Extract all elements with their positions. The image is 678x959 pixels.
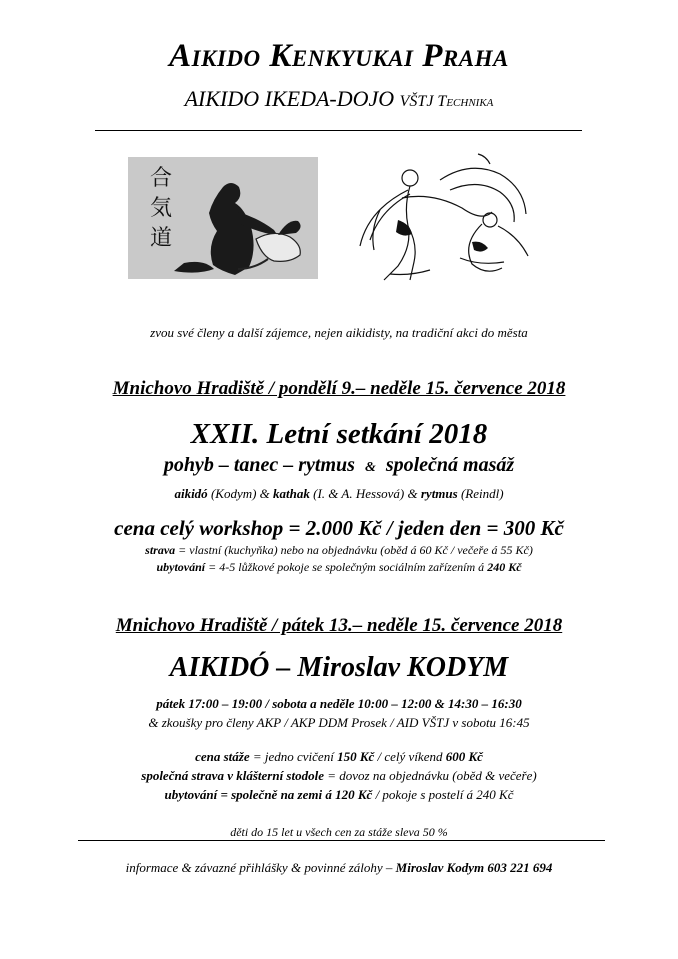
event2-exams: & zkoušky pro členy AKP / AKP DDM Prosek / AID VŠTJ v sobotu 16:45	[148, 715, 530, 730]
event2-price	[0, 749, 678, 765]
event1-meals	[0, 543, 678, 558]
teacher-aikido-name: (Kodym) &	[207, 486, 274, 501]
event1-meals-text: = vlastní (kuchyňka) nebo na objednávku (oběd á 60 Kč / večeře á 55 Kč)	[175, 543, 533, 557]
discount-note: děti do 15 let u všech cen za stáže sleva 50 %	[230, 825, 448, 839]
dojo-name: AIKIDO IKEDA-DOJO	[184, 86, 395, 111]
event2-price-text1: = jedno cvičení	[249, 749, 338, 764]
event1-accommodation-label: ubytování	[156, 560, 206, 574]
event2-meals-label: společná strava v klášterní stodole	[141, 768, 324, 783]
event1-sub-part2: společná masáž	[385, 454, 515, 476]
footer-divider	[78, 840, 605, 841]
event2-title: AIKIDÓ – Miroslav KODYM	[169, 652, 509, 683]
header-divider	[95, 130, 582, 131]
event2-price-text2: / celý víkend	[374, 749, 446, 764]
aikido-sketch-illustration	[340, 150, 540, 288]
event1-sub-amp: &	[364, 460, 376, 475]
page-subtitle	[0, 86, 678, 112]
event2-venue-date: Mnichovo Hradiště / pátek 13.– neděle 15. července 2018	[115, 615, 563, 636]
event1-sub-part1: pohyb – tanec – rytmus	[163, 454, 355, 476]
teacher-discipline-aikido: aikidó	[174, 486, 208, 501]
event2-accommodation	[0, 787, 678, 803]
contact-text: informace & závazné přihlášky & povinné zálohy –	[125, 860, 396, 875]
event2-meals-text: = dovoz na objednávku (oběd & večeře)	[323, 768, 537, 783]
event2-price-label: cena stáže	[195, 749, 250, 764]
event1-accommodation	[0, 560, 678, 575]
event2-meals	[0, 768, 678, 784]
event2-schedule: pátek 17:00 – 19:00 / sobota a neděle 10:00 – 12:00 & 14:30 – 16:30	[156, 696, 522, 711]
teacher-discipline-kathak: kathak	[273, 486, 310, 501]
event1-teachers	[0, 486, 678, 502]
event1-price: cena celý workshop = 2.000 Kč / jeden den = 300 Kč	[114, 516, 564, 540]
event1-venue-date: Mnichovo Hradiště / pondělí 9.– neděle 15. července 2018	[112, 378, 566, 399]
contact-name-phone: Miroslav Kodym 603 221 694	[395, 860, 553, 875]
event2-price-single: 150 Kč	[337, 749, 375, 764]
teacher-discipline-rytmus: rytmus	[420, 486, 458, 501]
event1-accommodation-price: 240 Kč	[487, 560, 522, 574]
page-title: Aikido Kenkyukai Praha	[169, 38, 509, 74]
svg-text:気: 気	[150, 196, 173, 221]
teacher-kathak-name: (I. & A. Hessová) &	[309, 486, 421, 501]
event1-subtitle	[0, 454, 678, 477]
event1-title: XXII. Letní setkání 2018	[190, 418, 488, 450]
event1-accommodation-text: = 4-5 lůžkové pokoje se společným sociálním zařízením á	[205, 560, 488, 574]
intro-text: zvou své členy a další zájemce, nejen aikidisty, na tradiční akci do města	[150, 325, 528, 340]
event2-accommodation-text: / pokoje s postelí á 240 Kč	[372, 787, 514, 802]
contact-info	[0, 860, 678, 876]
event2-price-weekend: 600 Kč	[445, 749, 483, 764]
calligraphy-glyph: 合	[150, 166, 173, 191]
svg-text:道: 道	[150, 226, 173, 251]
event1-meals-label: strava	[145, 543, 176, 557]
club-name: VŠTJ Technika	[399, 93, 494, 110]
aikido-throw-illustration	[128, 157, 318, 279]
event2-accommodation-label: ubytování = společně na zemi á 120 Kč	[164, 787, 373, 802]
teacher-rytmus-name: (Reindl)	[457, 486, 504, 501]
